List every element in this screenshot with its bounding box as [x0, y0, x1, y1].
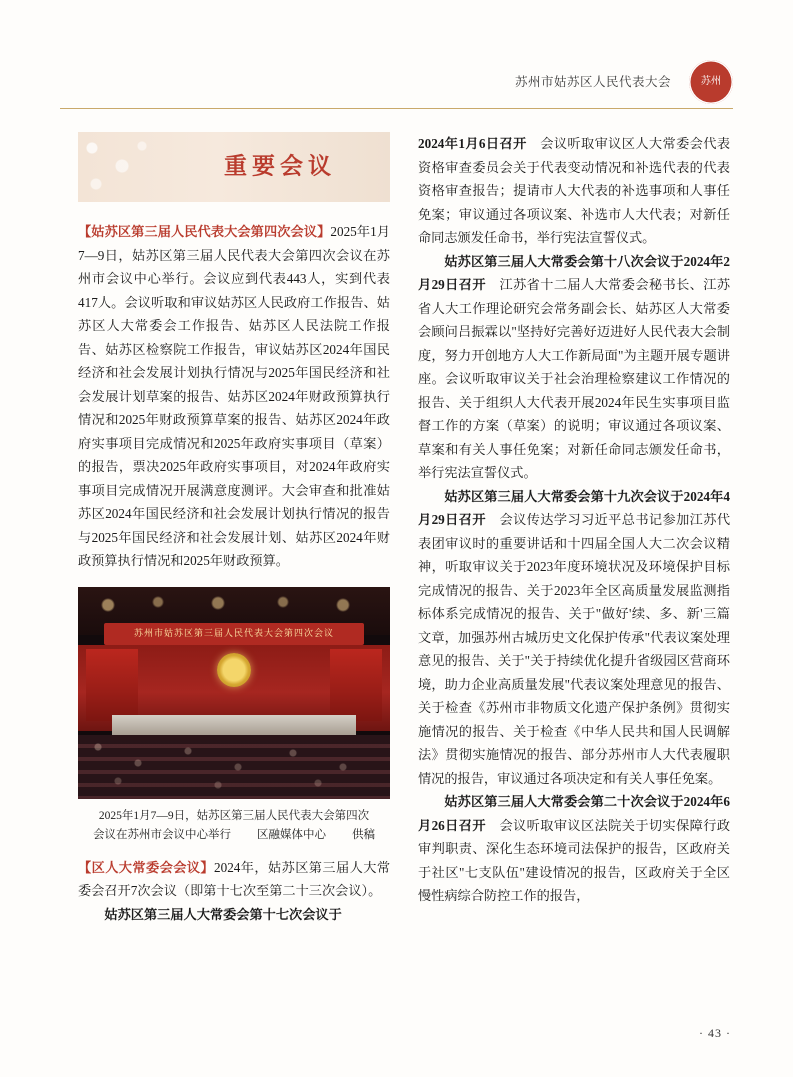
meeting-paragraph — [418, 485, 730, 791]
section-banner — [78, 132, 390, 202]
meeting-body: 会议传达学习习近平总书记参加江苏代表团审议时的重要讲话和十四届全国人大二次会议精神，听取审议关于2023年度环境状况及环境保护目标完成情况的报告、关于2023年全区高质量发展监测指标体系完成情况的报告、关于"做好'续、多、新'三篇文章，加强苏州古城历史文化保护传承"代表议案处理意见的报告、关于"关于持续优化提升省级园区营商环境，助力企业高质量发展"代表议案处理意见的报告、关于检查《苏州市非物质文化遗产保护条例》贯彻实施情况的报告、关于检查《中华人民共和国人民调解法》贯彻实施情况的报告、部分苏州市人大代表履职情况的报告，审议通过各项决定和有关人事任免案。 — [418, 512, 731, 786]
meeting-body: 会议听取审议区法院关于切实保障行政审判职责、深化生态环境司法保护的报告，区政府关于社区"七支队伍"建设情况的报告，区政府关于全区慢性病综合防控工作的报告， — [418, 817, 731, 903]
article-body: 2025年1月7—9日，姑苏区第三届人民代表大会第四次会议在苏州市会议中心举行。会议应到代表443人，实到代表417人。会议听取和审议姑苏区人民政府工作报告、姑苏区人大常委会工作报告、姑苏区人民法院工作报告、姑苏区检察院工作报告，审议姑苏区2024年国民经济和社会发展计划执行情况与2025年国民经济和社会发展计划草案的报告、姑苏区2024年财政预算执行情况和2025年财政预算草案的报告、姑苏区2024年政府实事项目完成情况和2025年政府实事项目（草案）的报告，票决2025年政府实事项目，对2024年政府实事项目完成情况开展满意度测评。大会审查和批准姑苏区2024年国民经济和社会发展计划执行情况的报告与2025年国民经济和社会发展计划、姑苏区2024年财政预算执行情况和2025年财政预算。 — [78, 224, 391, 568]
photo-credit-org: 区融媒体中心 — [257, 829, 326, 842]
photo-emblem — [217, 653, 251, 687]
photo-stage-banner: 苏州市姑苏区第三届人民代表大会第四次会议 — [104, 623, 364, 645]
photo-credit-label: 供稿 — [352, 829, 375, 842]
seal-icon — [689, 60, 733, 104]
article-paragraph — [78, 903, 390, 927]
page-header — [60, 56, 733, 110]
header-title: 苏州市姑苏区人民代表大会 — [514, 75, 671, 89]
meeting-heading: 2024年1月6日召开 — [418, 136, 527, 151]
meeting-paragraph — [418, 250, 730, 485]
right-column — [418, 132, 730, 908]
meeting-heading: 姑苏区第三届人大常委会第十八次会议于2024年2月29日召开 — [418, 253, 730, 292]
meeting-paragraph — [418, 132, 730, 250]
page-number: · 43 · — [699, 1026, 731, 1040]
seal-text: 苏州 — [700, 75, 722, 87]
photo-caption-line1: 2025年1月7—9日，姑苏区第三届人民代表大会第四次 — [98, 809, 370, 822]
meeting-heading: 姑苏区第三届人大常委会第二十次会议于2024年6月26日召开 — [418, 794, 730, 833]
article-paragraph — [78, 856, 390, 903]
photo-caption-line2 — [78, 826, 390, 846]
meeting-body: 江苏省十二届人大常委会秘书长、江苏省人大工作理论研究会常务副会长、姑苏区人大常委会顾问吕振霖以"坚持好完善好迈进好人民代表大会制度，努力开创地方人大工作新局面"为主题开展专题讲座。会议听取审议关于社会治理检察建议工作情况的报告、关于组织人大代表开展2024年民生实事项目监督工作的方案（草案）的说明；审议通过各项议案、草案和有关人事任免案；对新任命同志颁发任命书，举行宪法宣誓仪式。 — [418, 277, 731, 480]
conference-photo — [78, 587, 390, 799]
header-divider — [60, 108, 733, 109]
spacer — [78, 846, 390, 856]
photo-flag-right — [330, 649, 382, 721]
article-paragraph — [78, 220, 390, 573]
article-lead: 【区人大常委会会议】 — [78, 859, 215, 875]
photo-flag-left — [86, 649, 138, 721]
meeting-heading: 姑苏区第三届人大常委会第十七次会议于 — [104, 906, 342, 922]
article-body: 2024年，姑苏区第三届人大常委会召开7次会议（即第十七次至第二十三次会议）。 — [78, 859, 391, 899]
meeting-paragraph — [418, 790, 730, 908]
article-lead: 【姑苏区第三届人民代表大会第四次会议】 — [78, 224, 331, 239]
meeting-heading: 姑苏区第三届人大常委会第十九次会议于2024年4月29日召开 — [418, 488, 730, 527]
section-title: 重要会议 — [224, 153, 336, 179]
photo-lights — [78, 593, 390, 623]
meeting-body: 会议听取审议区人大常委会代表资格审查委员会关于代表变动情况和补选代表的代表资格审查报告；提请市人大代表的补选事项和人事任免案；审议通过各项议案、补选市人大代表；对新任命同志颁发任命书，举行宪法宣誓仪式。 — [418, 136, 731, 245]
left-column — [78, 132, 390, 926]
photo-podium — [112, 715, 356, 735]
photo-caption-venue: 会议在苏州市会议中心举行 — [93, 829, 231, 842]
photo-audience — [78, 737, 390, 795]
photo-block — [78, 587, 390, 846]
